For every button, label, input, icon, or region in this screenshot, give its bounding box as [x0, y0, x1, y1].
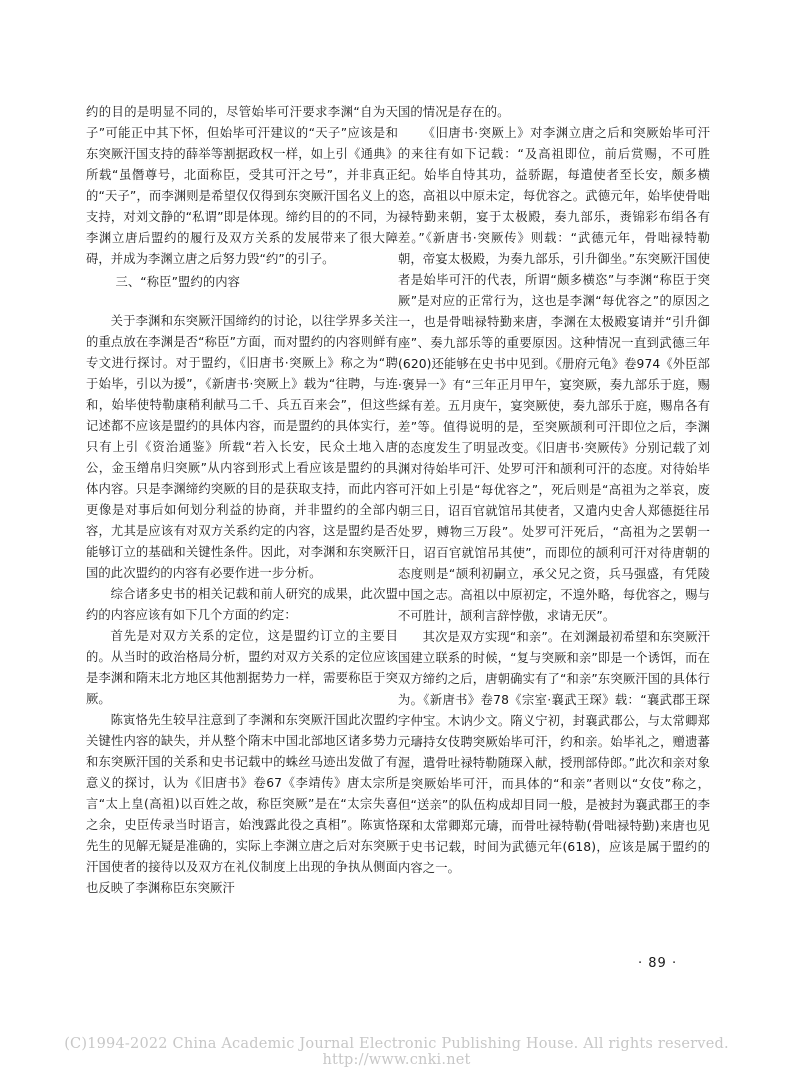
copyright-footer: (C)1994-2022 China Academic Journal Electronic Publishing House. All rights reserved. http://www.cnki.net	[64, 1036, 729, 1068]
paragraph: 其次是双方实现“和亲”。在刘渊最初希望和东突厥汗国建立联系的时候，“复与突厥和亲”即是一个诱饵，而在双方缔约之后，唐朝确实有了“和亲”东突厥汗国的具体行为。《新唐书》卷78《宗室·襄武王琛》载：“襄武郡王琛字仲宝。木讷少文。隋义宁初，封襄武郡公，与太常卿郑元璹持女伎聘突厥始毕可汗，约和亲。始毕礼之，赠遗蕃渥，遣骨吐禄特勒随琛入献，授刑部侍郎。”此次和亲对象是突厥始毕可汗，而具体的“和亲”者则以“女伎”称之，但“送亲”的队伍构成却目同一般，是被封为襄武郡王的李琛和太常卿郑元璹，而骨吐禄特勒(骨咄禄特勤)来唐也见于史书记载，时间为武德元年(618)，应该是属于盟约的内容之一。	[398, 630, 710, 875]
paragraph: 关于李渊和东突厥汗国缔约的讨论，以往学界多关注的重点放在李渊是否“称臣”方面，而对盟约的内容则鲜有专文进行探讨。对于盟约，《旧唐书·突厥上》称之为“聘于始毕，引以为援”，《新唐书·突厥上》载为“往聘，与连和，始毕使特勒康稍利献马二千、兵五百来会”，但这些记述都不应该是盟约的具体内容，而是盟约的具体实行，只有上引《资治通鉴》所载“若入长安，民众土地入唐公，金玉缯帛归突厥”从内容到形式上看应该是盟约的具体内容。只是李渊缔约突厥的目的是获取支持，而此内容更像是对事后如何划分利益的协商，并非盟约的全部内容，尤其是应该有对双方关系约定的内容，这是盟约是否能够订立的基础和关键性条件。因此，对李渊和东突厥汗国的此次盟约的内容有必要作进一步分析。	[86, 314, 398, 580]
paragraph: 陈寅恪先生较早注意到了李渊和东突厥汗国此次盟约关键性内容的缺失，并从整个隋末中国北部地区诸多势力和东突厥汗国的关系和史书记载中的蛛丝马迹出发做了有意义的探讨，认为《旧唐书》卷67《李靖传》唐太宗所言“太上皇(高祖)以百姓之故，称臣突厥”是在“太宗失喜之余，史臣传录当时语言，始洩露此役之真相”。陈寅恪先生的见解无疑是准确的，实际上李渊立唐之后对东突厥汗国使者的接待以及双方在礼仪制度上出现的争执从侧面也反映了李渊称臣东突厥汗	[86, 713, 398, 895]
paragraph: 国的情况是存在的。	[398, 105, 510, 119]
page-number: · 89 ·	[638, 956, 678, 971]
section-heading: 三、“称臣”盟约的内容	[115, 275, 241, 289]
paragraph: 综合诸多史书的相关记载和前人研究的成果，此次盟约的内容应该有如下几个方面的约定：	[86, 587, 398, 622]
paragraph: 《旧唐书·突厥上》对李渊立唐之后和突厥始毕可汗的来往有如下记载：“及高祖即位，前后赏赐，不可胜纪。始毕自恃其功，益骄踞，每遣使者至长安，颇多横恣，高祖以中原未定，每优容之。武德元年，始毕使骨咄禄特勤来朝，宴于太极殿，奏九部乐，赉锦彩布绢各有差。”《新唐书·突厥传》则载：“武德元年，骨咄禄特勒朝，帝宴太极殿，为奏九部乐，引升御坐。”东突厥汗国使者是始毕可汗的代表，所谓“颇多横恣”与李渊“称臣于突厥”是对应的正常行为，这也是李渊“每优容之”的原因之一，也是骨咄禄特勤来唐，李渊在太极殿宴请并“引升御座”、奏九部乐等的重要原因。这种情况一直到武德三年(620)还能够在史书中见到。《册府元龟》卷974《外臣部·褒异一》有“三年正月甲午，宴突厥，奏九部乐于庭，赐綵有差。五月庚午，宴突厥使，奏九部乐于庭，赐帛各有差”等。值得说明的是，至突厥颉利可汗即位之后，李渊的态度发生了明显改变。《旧唐书·突厥传》分别记载了刘渊对待始毕可汗、处罗可汗和颉利可汗的态度。对待始毕可汗如上引是“每优容之”，死后则是“高祖为之举哀，废朝三日，诏百官就馆吊其使者，又遣内史舍人郑德挺往吊处罗，赙物三万段”。处罗可汗死后，“高祖为之罢朝一日，诏百官就馆吊其使”，而即位的颉利可汗对待唐朝的态度则是“颉利初嗣立，承父兄之资，兵马强盛，有凭陵中国之志。高祖以中原初定，不遑外略，每优容之，赐与不可胜计，颉利言辞悖傲，求请无厌”。	[398, 126, 710, 623]
left-column	[86, 102, 398, 899]
paragraph: 约的目的是明显不同的，尽管始毕可汗要求李渊“自为天子”可能正中其下怀，但始毕可汗建议的“天子”应该是和东突厥汗国支持的薛举等割据政权一样，如上引《通典》所载“虽僭尊号，北面称臣，受其可汗之号”，并非真正的“天子”，而李渊则是希望仅仅得到东突厥汗国名义上的支持，对刘文静的“私谓”即是体现。缔约目的的不同，为李渊立唐后盟约的履行及双方关系的发展带来了很大障碍，并成为李渊立唐之后努力毁“约”的引子。	[86, 105, 398, 266]
right-column	[398, 102, 710, 879]
paragraph: 首先是对双方关系的定位，这是盟约订立的主要目的。从当时的政治格局分析，盟约对双方关系的定位应该是李渊和隋末北方地区其他割据势力一样，需要称臣于突厥。	[86, 629, 398, 706]
